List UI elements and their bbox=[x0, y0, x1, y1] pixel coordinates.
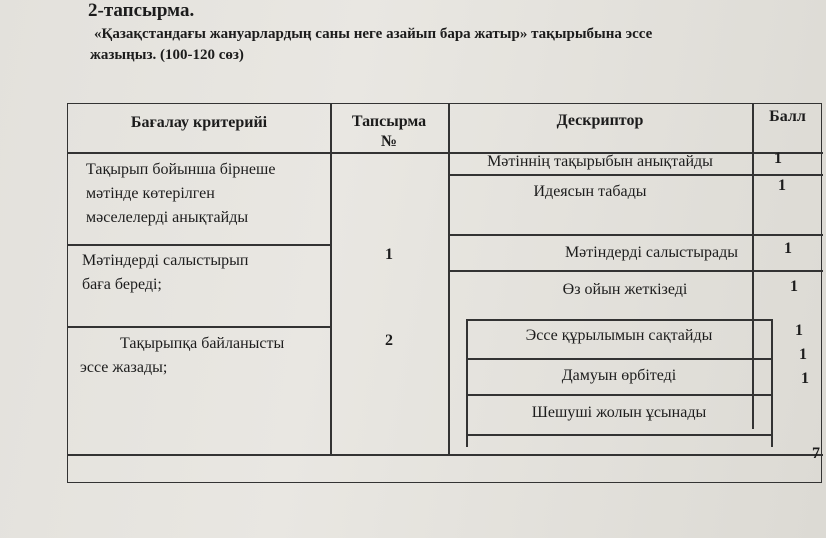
score-3: 1 bbox=[784, 240, 792, 257]
task-prompt-line-1: «Қазақстандағы жануарлардың саны неге азайып бара жатыр» тақырыбына эссе bbox=[94, 26, 653, 42]
row-divider-c1 bbox=[68, 244, 330, 246]
score-6: 1 bbox=[799, 346, 807, 363]
score-total: 7 bbox=[812, 445, 820, 462]
task-heading: 2-тапсырма. bbox=[88, 0, 195, 21]
header-task-number-line-2: № bbox=[380, 133, 398, 150]
task-prompt-line-2: жазыңыз. (100-120 сөз) bbox=[90, 47, 244, 63]
task-number-1: 1 bbox=[385, 246, 393, 263]
total-row-divider bbox=[68, 454, 823, 456]
descriptor-4: Өз ойын жеткізеді bbox=[562, 281, 688, 298]
descriptor-3: Мәтіндерді салыстырады bbox=[564, 244, 738, 261]
criterion-2-line-1: Мәтіндерді салыстырып bbox=[82, 252, 249, 269]
criterion-3 bbox=[80, 332, 325, 380]
descriptor-7: Шешуші жолын ұсынады bbox=[531, 404, 707, 421]
row-divider-c2 bbox=[68, 326, 330, 328]
header-task-number-line-1: Тапсырма bbox=[351, 113, 427, 130]
assessment-table bbox=[67, 103, 822, 483]
row-divider-d1 bbox=[448, 174, 823, 176]
row-divider-d6 bbox=[466, 394, 772, 396]
criterion-1 bbox=[86, 158, 326, 230]
criterion-3-line-2: эссе жазады; bbox=[80, 359, 168, 376]
task-prompt bbox=[90, 24, 790, 66]
score-5: 1 bbox=[795, 322, 803, 339]
descriptor-2: Идеясын табады bbox=[533, 183, 647, 200]
criterion-2 bbox=[82, 249, 322, 297]
score-1: 1 bbox=[774, 150, 782, 167]
col-divider-1 bbox=[330, 104, 332, 454]
descriptor-5: Эссе құрылымын сақтайды bbox=[525, 327, 713, 344]
score-7: 1 bbox=[801, 370, 809, 387]
criterion-2-line-2: баға береді; bbox=[82, 276, 162, 293]
row-divider-d4 bbox=[466, 319, 772, 321]
criterion-1-line-2: мәтінде көтерілген bbox=[86, 185, 215, 202]
row-divider-d3 bbox=[448, 270, 823, 272]
criterion-3-line-1: Тақырыпқа байланысты bbox=[120, 335, 285, 352]
row-divider-d7 bbox=[466, 434, 772, 436]
descriptor-6: Дамуын өрбітеді bbox=[561, 367, 677, 384]
header-score: Балл bbox=[769, 108, 806, 125]
criterion-1-line-3: мәселелерді анықтайды bbox=[86, 209, 249, 226]
score-2: 1 bbox=[778, 177, 786, 194]
descriptor-1: Мәтіннің тақырыбын анықтайды bbox=[487, 153, 713, 170]
header-descriptor: Дескриптор bbox=[556, 112, 644, 129]
row-divider-d2 bbox=[448, 234, 823, 236]
header-criteria: Бағалау критерийі bbox=[130, 114, 268, 131]
header-task-number bbox=[330, 112, 448, 152]
score-4: 1 bbox=[790, 278, 798, 295]
task-number-2: 2 bbox=[385, 332, 393, 349]
criterion-1-line-1: Тақырып бойынша бірнеше bbox=[86, 161, 276, 178]
row-divider-d5 bbox=[466, 358, 772, 360]
